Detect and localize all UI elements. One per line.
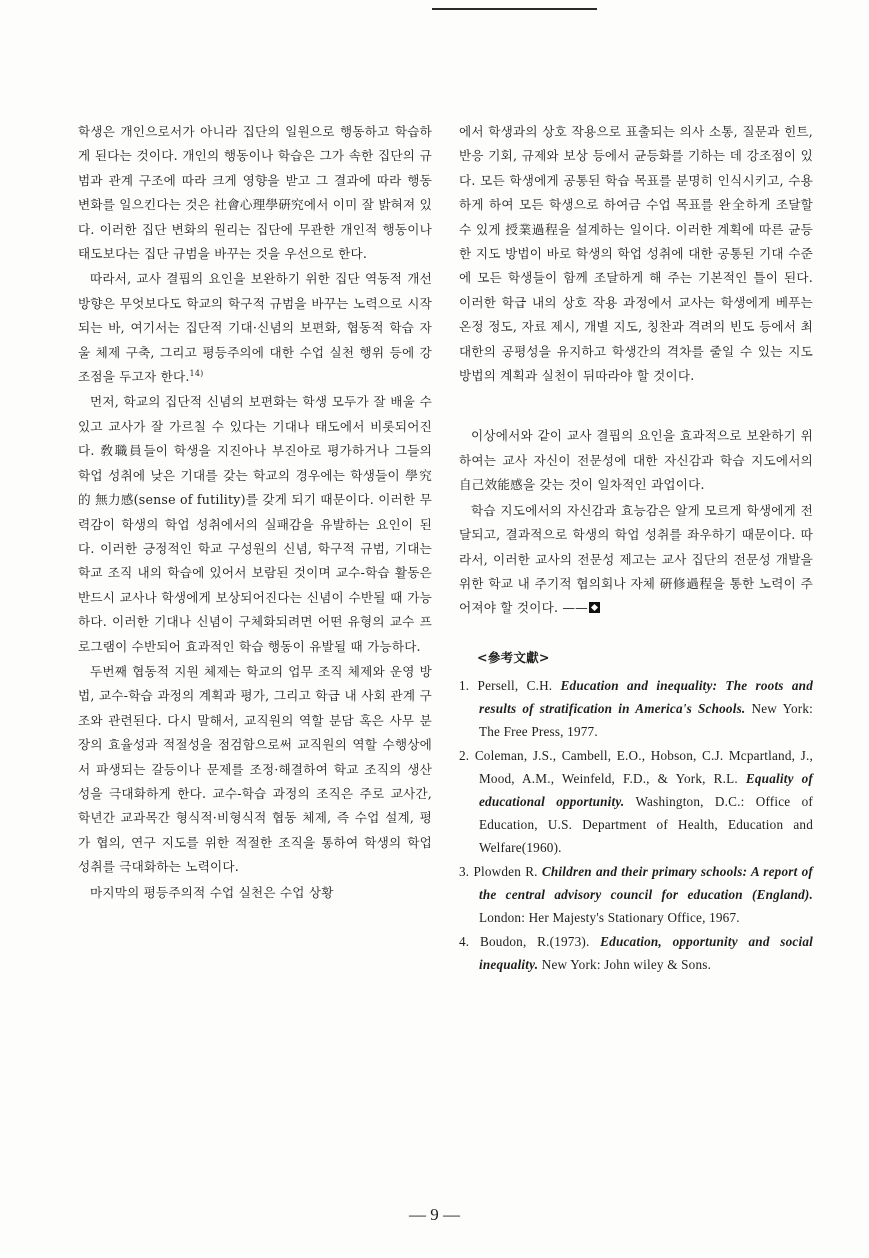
reference-number: 2. bbox=[459, 747, 470, 763]
reference-publisher: New York: John wiley & Sons. bbox=[541, 956, 712, 972]
header-rule bbox=[432, 8, 597, 10]
reference-item bbox=[459, 930, 813, 976]
footnote-marker: 14) bbox=[189, 368, 204, 378]
body-paragraph bbox=[78, 267, 432, 389]
page-number: — 9 — bbox=[409, 1205, 460, 1224]
body-paragraph: 먼저, 학교의 집단적 신념의 보편화는 학생 모두가 잘 배울 수 있고 교사가 잘 가르칠 수 있다는 기대나 태도에서 비롯되어진다. 敎職員들이 학생을 지진아나 부진아로 평가하거나 그들의 학업 성취에 낮은 기대를 갖는 학교의 경우에는 학생들이 學究的 無力感(sense of futility)를 갖게 되기 때문이다. 이러한 무력감이 학생의 학업 성취에서의 실패감을 유발하는 요인이 된다. 이러한 긍정적인 학교 구성원의 신념, 학구적 규범, 기대는 학교 조직 내의 학습에 있어서 보람된 것이며 교수-학습 활동은 반드시 교사나 학생에게 보상되어진다는 신념이 수반될 때 가능하다. 이러한 기대나 신념이 구체화되려면 어떤 유형의 교수 프로그램이 수반되어 효과적인 학습 행동이 유발될 때 가능하다. bbox=[78, 394, 432, 654]
reference-title: Education and inequality: The roots and results of stratification in America's Schools. bbox=[479, 677, 814, 716]
reference-title: Equality of educational opportunity. bbox=[479, 770, 813, 809]
body-paragraph: 이상에서와 같이 교사 결핍의 요인을 효과적으로 보완하기 위하여는 교사 자신이 전문성에 대한 자신감과 학습 지도에서의 自己效能感을 갖는 것이 일차적인 과업이다. bbox=[459, 428, 813, 493]
references-title: <參考文獻> bbox=[477, 649, 550, 665]
reference-publisher: London: Her Majesty's Stationary Office, 1967. bbox=[479, 909, 740, 925]
paragraph-text: 따라서, 교사 결핍의 요인을 보완하기 위한 집단 역동적 개선 방향은 무엇보다도 학교의 학구적 규범을 바꾸는 노력으로 시작되는 바, 여기서는 집단적 기대·신념의 보편화, 협동적 학습 자울 체제 구축, 그리고 평등주의에 대한 수업 실천 행위 등에 강조점을 두고자 한다. bbox=[78, 271, 432, 385]
reference-publisher: Washington, D.C.: Office of Education, U.S. Department of Health, Education and Welfare(1960). bbox=[479, 793, 814, 855]
reference-authors: Plowden R. bbox=[473, 863, 538, 879]
reference-item bbox=[459, 674, 813, 743]
left-column bbox=[78, 120, 432, 906]
end-of-article-icon bbox=[589, 602, 600, 613]
body-paragraph: 마지막의 평등주의적 수업 실천은 수업 상황 bbox=[90, 884, 334, 900]
reference-title: Children and their primary schools: A report of the central advisory council for education (England). bbox=[479, 863, 814, 902]
references-list bbox=[459, 674, 813, 976]
reference-number: 4. bbox=[459, 933, 470, 949]
reference-item bbox=[459, 744, 813, 859]
reference-authors: Boudon, R.(1973). bbox=[479, 933, 590, 949]
reference-publisher: New York: The Free Press, 1977. bbox=[479, 700, 814, 739]
reference-item bbox=[459, 860, 813, 929]
paragraph-text: 학습 지도에서의 자신감과 효능감은 알게 모르게 학생에게 전달되고, 결과적으로 학생의 학업 성취를 좌우하기 때문이다. 따라서, 이러한 교사의 전문성 제고는 교사 집단의 전문성 개발을 위한 학교 내 주기적 협의회나 자체 硏修過程을 통한 노력이 주어져야 할 것이다. —— bbox=[459, 502, 813, 616]
body-paragraph: 학생은 개인으로서가 아니라 집단의 일원으로 행동하고 학습하게 된다는 것이다. 개인의 행동이나 학습은 그가 속한 집단의 규범과 관계 구조에 따라 크게 영향을 받고 그 결과에 따라 행동 변화를 일으킨다는 것은 社會心理學硏究에서 이미 잘 밝혀져 있다. 이러한 집단 변화의 원리는 집단에 무관한 개인적 행동이나 태도보다는 집단 규범을 바꾸는 것을 우선으로 한다. bbox=[78, 124, 432, 262]
right-column bbox=[459, 120, 813, 977]
reference-number: 3. bbox=[459, 863, 470, 879]
body-paragraph: 에서 학생과의 상호 작용으로 표출되는 의사 소통, 질문과 힌트, 반응 기회, 규제와 보상 등에서 균등화를 기하는 데 강조점이 있다. 모든 학생에게 공통된 학습 목표를 분명히 인식시키고, 수용하게 하여 모든 학생으로 하여금 수업 목표를 완全하게 조달할 수 있게 授業過程을 설계하는 일이다. 이러한 계획에 따른 균등한 지도 방법이 바로 학생의 학업 성취에 대한 공통된 기대 수준에 모든 학생들이 함께 조달하게 해 주는 기본적인 틀이 된다. 이러한 학급 내의 상호 작용 과정에서 교사는 학생에게 베푸는 온정 정도, 자료 제시, 개별 지도, 칭찬과 격려의 빈도 등에서 최대한의 공평성을 유지하고 학생간의 격차를 줄일 수 있는 지도 방법의 계획과 실천이 뒤따라야 할 것이다. bbox=[459, 124, 813, 384]
body-paragraph bbox=[459, 499, 813, 621]
reference-number: 1. bbox=[459, 677, 470, 693]
reference-authors: Persell, C.H. bbox=[477, 677, 553, 693]
body-paragraph: 두번째 협동적 지원 체제는 학교의 업무 조직 체제와 운영 방법, 교수-학습 과정의 계획과 평가, 그리고 학급 내 사회 관계 구조와 관련된다. 다시 말해서, 교직원의 역할 분담 혹은 사무 분장의 효율성과 적절성을 점검함으로써 교직원의 역할 수행상에서 파생되는 갈등이나 문제를 조정·해결하여 학교 조직의 생산성을 극대화하게 한다. 교수-학습 과정의 조직은 주로 교사간, 학년간 교과목간 형식적·비형식적 협동 체제, 즉 수업 설계, 평가 협의, 연구 지도를 위한 적절한 조직을 통하여 학생의 학업 성취를 극대화하는 노력이다. bbox=[78, 663, 432, 875]
reference-title: Education, opportunity and social inequality. bbox=[479, 933, 813, 972]
reference-authors: Coleman, J.S., Cambell, E.O., Hobson, C.J. Mcpartland, J., Mood, A.M., Weinfeld, F.D., & York, R.L. bbox=[474, 747, 813, 786]
